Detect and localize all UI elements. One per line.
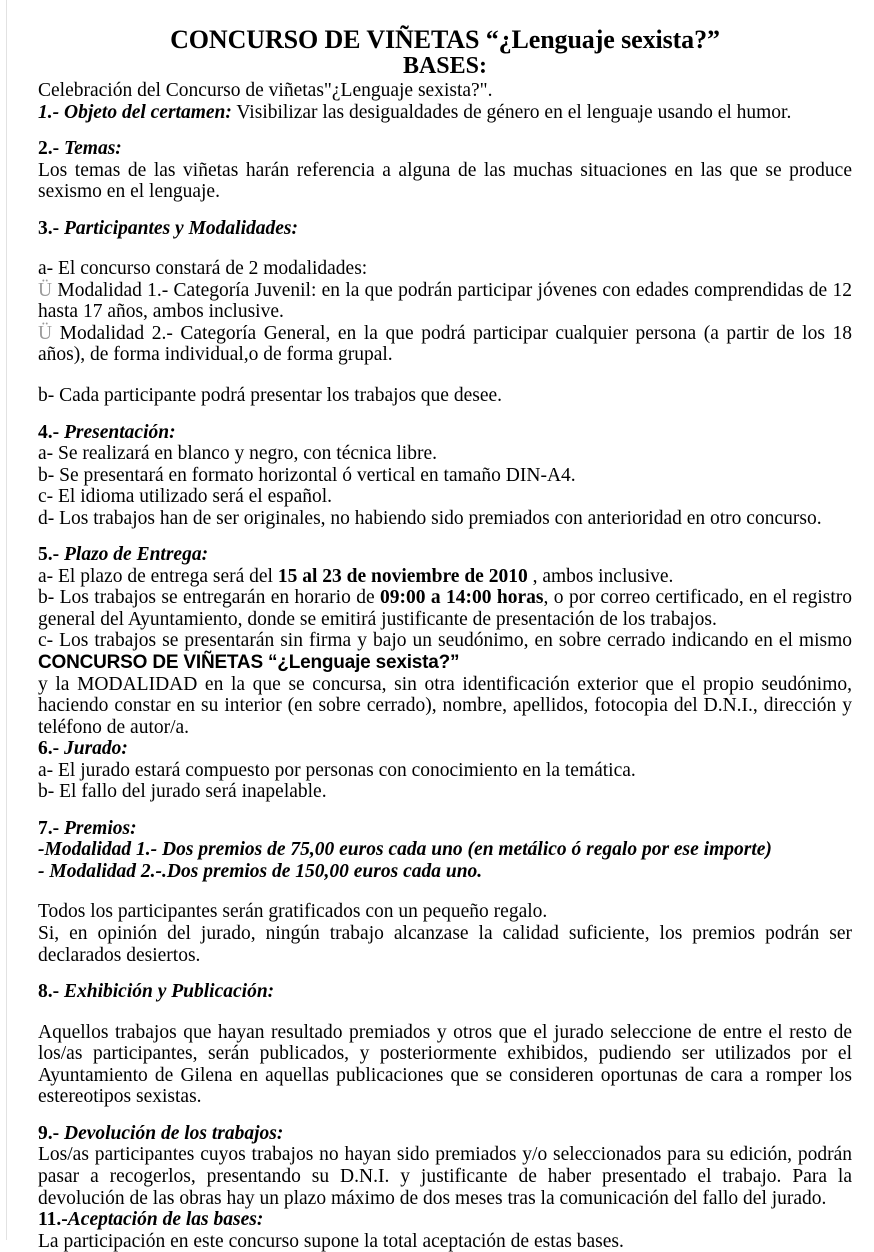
section-4-line-d: d- Los trabajos han de ser originales, no habiendo sido premiados con anterioridad en otro concurso. [38,507,822,529]
section-8-heading: Exhibición y Publicación: [64,981,275,1003]
intro-line: Celebración del Concurso de viñetas"¿Lenguaje sexista?". [38,79,493,101]
section-5-line-b-post: , o por correo certificado, en el registro general del Ayuntamiento, donde se emitirá justificante de presentación de los trabajos. [38,587,852,630]
section-4-number: 4.- [38,421,64,443]
section-8-number: 8.- [38,981,64,1003]
section-5-line-a-post: , ambos inclusive. [527,565,674,587]
section-3-heading-line [38,218,852,240]
section-2-number: 2.- [38,138,64,160]
section-3-modalidad-1-text: Modalidad 1.- Categoría Juvenil: en la que podrán participar jóvenes con edades comprendidas de 12 hasta 17 años, ambos inclusive. [38,279,852,323]
section-9-body: Los/as participantes cuyos trabajos no hayan sido premiados y/o seleccionados para su edición, podrán pasar a recogerlos, presentando su D.N.I. y justificante de haber presentado el trabajo. Para la devolución de las obras hay un plazo máximo de dos meses tras la comunicación del fallo del jurado. [38,1144,852,1209]
section-5-line-a [38,566,852,588]
section-5-office-hours: 09:00 a 14:00 horas [380,587,544,609]
section-4-heading-line [38,422,852,444]
section-6-heading-line [38,738,852,760]
section-5-line-b [38,587,852,630]
section-5-line-a-pre: a- El plazo de entrega será del [38,565,278,587]
section-7-note-2: Si, en opinión del jurado, ningún trabajo alcanzase la calidad suficiente, los premios podrán ser declarados desiertos. [38,923,852,966]
section-1-body: Visibilizar las desigualdades de género en el lenguaje usando el humor. [231,101,792,123]
wingding-bullet-icon: Ü [38,322,53,344]
section-9-heading-line [38,1123,852,1145]
spacer [38,803,852,818]
section-5-heading-line [38,544,852,566]
section-7-heading-line [38,818,852,840]
section-3-heading: Participantes y Modalidades: [64,217,298,239]
section-2-heading: Temas: [64,138,122,160]
spacer [38,123,852,138]
section-6-line-b: b- El fallo del jurado será inapelable. [38,781,327,803]
section-3-number: 3.- [38,217,64,239]
section-3-modalidad-2-text: Modalidad 2.- Categoría General, en la que podrá participar cualquier persona (a partir de los 18 años), de forma individual,o de forma grupal. [38,322,852,366]
page-edge-rule [6,0,7,1240]
section-5-number: 5.- [38,544,64,566]
section-6-heading: Jurado: [64,738,128,760]
section-2-body: Los temas de las viñetas harán referencia a alguna de las muchas situaciones en las que se produce sexismo en el lenguaje. [38,159,852,203]
spacer [38,882,852,901]
section-8-body: Aquellos trabajos que hayan resultado premiados y otros que el jurado seleccione de entre el resto de los/as participantes, serán publicados, y posteriormente exhibidos, pudiendo ser utilizados por el Ayuntamiento de Gilena en aquellas publicaciones que se consideren oportunas de cara a romper los estereotipos sexistas. [38,1021,852,1108]
section-2-heading-line [38,138,852,160]
section-5-heading: Plazo de Entrega: [64,544,209,566]
section-6-number: 6.- [38,738,64,760]
section-9-number: 9.- [38,1122,64,1144]
section-3-modalidad-2 [38,323,852,366]
section-11-heading: Aceptación de las bases: [67,1209,264,1231]
section-5-line-c-pre: c- Los trabajos se presentarán sin firma y bajo un seudónimo, en sobre cerrado indicando en el mismo [38,630,852,652]
section-11-heading-line [38,1209,852,1231]
wingding-bullet-icon: Ü [38,279,53,301]
section-5-line-c [38,630,852,673]
spacer [38,203,852,218]
section-4-line-c: c- El idioma utilizado será el español. [38,486,333,508]
spacer [38,366,852,385]
section-1 [38,102,852,124]
section-7-number: 7.- [38,817,64,839]
section-8-heading-line [38,981,852,1003]
section-4-heading: Presentación: [64,421,176,443]
spacer [38,407,852,422]
spacer [38,966,852,981]
section-11-number: 11.- [38,1209,68,1231]
document-body [38,26,852,1252]
section-3-line-b: b- Cada participante podrá presentar los trabajos que desee. [38,385,503,406]
section-5-line-d: y la MODALIDAD en la que se concursa, sin otra identificación exterior que el propio seudónimo, haciendo constar en su interior (en sobre cerrado), nombre, apellidos, fotocopia del D.N.I., dirección y teléfono de autor/a. [38,673,852,738]
section-5-envelope-label: CONCURSO DE VIÑETAS “¿Lenguaje sexista?” [38,652,460,674]
section-6-line-a: a- El jurado estará compuesto por personas con conocimiento en la temática. [38,759,636,781]
section-3-line-a: a- El concurso constará de 2 modalidades: [38,258,368,280]
section-7-prize-modalidad-2: - Modalidad 2.-.Dos premios de 150,00 euros cada uno. [38,860,483,882]
section-7-note-1: Todos los participantes serán gratificados con un pequeño regalo. [38,901,548,923]
section-5-deadline-dates: 15 al 23 de noviembre de 2010 [277,565,528,587]
section-1-heading: Objeto del certamen: [64,101,232,123]
section-11-body: La participación en este concurso supone la total aceptación de estas bases. [38,1230,624,1252]
section-4-line-b: b- Se presentará en formato horizontal ó vertical en tamaño DIN-A4. [38,464,576,486]
section-4-line-a: a- Se realizará en blanco y negro, con técnica libre. [38,443,437,465]
section-1-number: 1.- [38,101,64,123]
page-title: CONCURSO DE VIÑETAS “¿Lenguaje sexista?” [170,25,720,54]
spacer [38,529,852,544]
section-9-heading: Devolución de los trabajos: [64,1122,284,1144]
section-5-line-b-pre: b- Los trabajos se entregarán en horario de [38,587,381,609]
section-7-prize-modalidad-1: -Modalidad 1.- Dos premios de 75,00 euros cada uno (en metálico ó regalo por ese importe) [38,839,772,861]
page-subtitle: BASES: [402,52,488,79]
spacer [38,239,852,258]
spacer [38,1108,852,1123]
section-7-heading: Premios: [64,817,137,839]
section-3-modalidad-1 [38,280,852,323]
spacer [38,1003,852,1022]
